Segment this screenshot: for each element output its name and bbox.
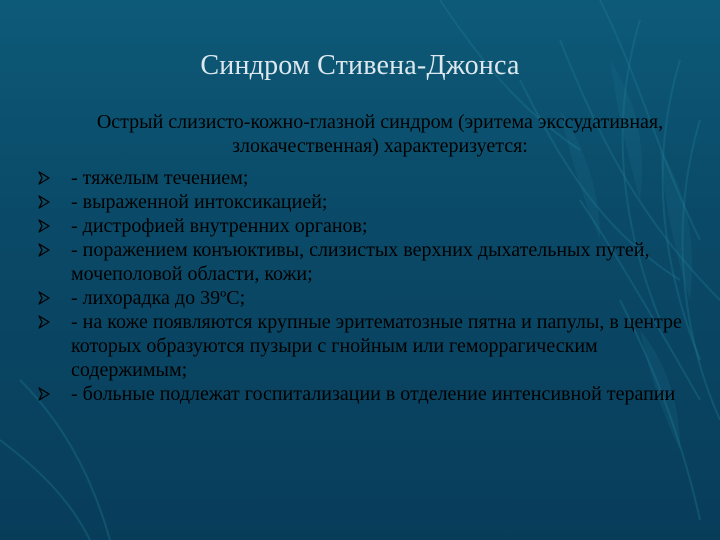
list-item-text: - поражением конъюктивы, слизистых верхних дыхательных путей, мочеполовой области, кожи;: [71, 239, 650, 285]
bullet-list: [38, 166, 698, 406]
arrow-bullet-icon: [38, 387, 50, 401]
list-item: [38, 286, 698, 310]
list-item-text: - лихорадка до 39ºС;: [71, 287, 246, 309]
arrow-bullet-icon: [38, 219, 50, 233]
list-item: [38, 214, 698, 238]
list-item: [38, 382, 698, 406]
list-item-text: - тяжелым течением;: [71, 167, 249, 189]
list-item: [38, 166, 698, 190]
list-item-text: - выраженной интоксикацией;: [71, 191, 328, 213]
arrow-bullet-icon: [38, 171, 50, 185]
arrow-bullet-icon: [38, 291, 50, 305]
list-item: [38, 238, 698, 286]
arrow-bullet-icon: [38, 243, 50, 257]
list-item: [38, 190, 698, 214]
list-item-text: - на коже появляются крупные эритематозные пятна и папулы, в центре которых образуются пузыри с гнойным или геморрагическим содержимым;: [71, 311, 682, 381]
list-item-text: - больные подлежат госпитализации в отделение интенсивной терапии: [71, 383, 676, 405]
list-item: [38, 310, 698, 382]
list-item-text: - дистрофией внутренних органов;: [71, 215, 368, 237]
intro-text: Острый слизисто-кожно-глазной синдром (эритема экссудативная, злокачественная) характеризуется:: [96, 111, 664, 157]
arrow-bullet-icon: [38, 195, 50, 209]
arrow-bullet-icon: [38, 315, 50, 329]
slide-title: Синдром Стивена-Джонса: [200, 50, 520, 81]
